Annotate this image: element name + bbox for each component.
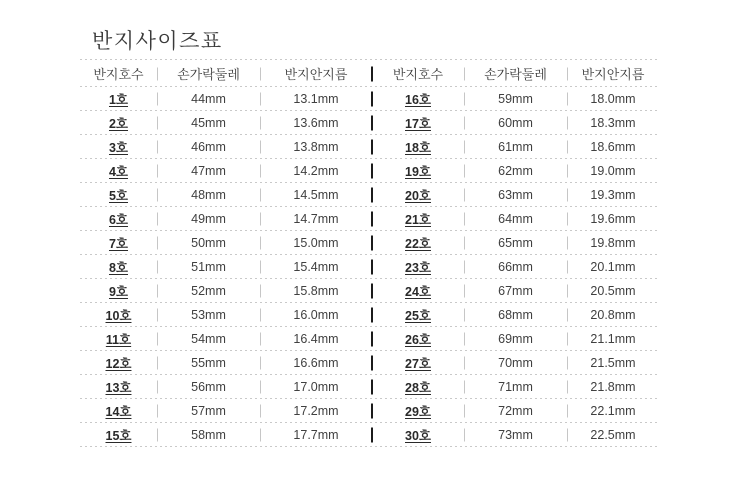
circumference-cell: 61mm — [464, 135, 567, 159]
diameter-cell: 19.8mm — [567, 231, 659, 255]
circumference-cell: 44mm — [157, 87, 260, 111]
circumference-cell: 53mm — [157, 303, 260, 327]
diameter-cell: 17.0mm — [260, 375, 372, 399]
circumference-cell: 51mm — [157, 255, 260, 279]
header-circumference-left: 손가락둘레 — [157, 60, 260, 87]
circumference-cell: 49mm — [157, 207, 260, 231]
table-row — [80, 303, 659, 327]
header-circumference-right: 손가락둘레 — [464, 60, 567, 87]
circumference-cell: 72mm — [464, 399, 567, 423]
circumference-cell: 48mm — [157, 183, 260, 207]
table-row — [80, 231, 659, 255]
diameter-cell: 15.8mm — [260, 279, 372, 303]
ring-size-cell: 16호 — [372, 87, 464, 111]
ring-size-cell: 2호 — [108, 117, 129, 131]
diameter-cell: 17.2mm — [260, 399, 372, 423]
ring-size-cell: 28호 — [372, 375, 464, 399]
table-row — [80, 399, 659, 423]
ring-size-cell: 18호 — [372, 135, 464, 159]
diameter-cell: 22.5mm — [567, 423, 659, 447]
ring-size-cell: 8호 — [108, 261, 129, 275]
ring-size-cell: 7호 — [108, 237, 129, 251]
diameter-cell: 19.6mm — [567, 207, 659, 231]
table-row — [80, 135, 659, 159]
circumference-cell: 67mm — [464, 279, 567, 303]
diameter-cell: 15.4mm — [260, 255, 372, 279]
ring-size-cell: 9호 — [108, 285, 129, 299]
header-ring-size-left: 반지호수 — [93, 67, 144, 82]
table-row — [80, 111, 659, 135]
ring-size-cell: 12호 — [105, 357, 132, 371]
page-title: 반지사이즈표 — [92, 29, 223, 53]
circumference-cell: 63mm — [464, 183, 567, 207]
diameter-cell: 20.5mm — [567, 279, 659, 303]
diameter-cell: 14.2mm — [260, 159, 372, 183]
diameter-cell: 16.0mm — [260, 303, 372, 327]
ring-size-table — [80, 59, 659, 447]
diameter-cell: 17.7mm — [260, 423, 372, 447]
ring-size-cell: 27호 — [372, 351, 464, 375]
diameter-cell: 20.8mm — [567, 303, 659, 327]
table-row — [80, 207, 659, 231]
header-diameter-left: 반지안지름 — [260, 60, 372, 87]
table-header-row — [80, 60, 659, 87]
ring-size-cell: 5호 — [108, 189, 129, 203]
circumference-cell: 56mm — [157, 375, 260, 399]
diameter-cell: 14.5mm — [260, 183, 372, 207]
circumference-cell: 71mm — [464, 375, 567, 399]
circumference-cell: 69mm — [464, 327, 567, 351]
diameter-cell: 21.8mm — [567, 375, 659, 399]
diameter-cell: 13.1mm — [260, 87, 372, 111]
table-row — [80, 327, 659, 351]
table-row — [80, 159, 659, 183]
table-body — [80, 87, 659, 447]
diameter-cell: 19.0mm — [567, 159, 659, 183]
diameter-cell: 13.8mm — [260, 135, 372, 159]
table-row — [80, 87, 659, 111]
ring-size-cell: 29호 — [372, 399, 464, 423]
circumference-cell: 64mm — [464, 207, 567, 231]
ring-size-cell: 11호 — [105, 333, 132, 347]
table-row — [80, 351, 659, 375]
diameter-cell: 21.5mm — [567, 351, 659, 375]
circumference-cell: 54mm — [157, 327, 260, 351]
circumference-cell: 73mm — [464, 423, 567, 447]
diameter-cell: 13.6mm — [260, 111, 372, 135]
circumference-cell: 52mm — [157, 279, 260, 303]
header-diameter-right: 반지안지름 — [567, 60, 659, 87]
ring-size-cell: 4호 — [108, 165, 129, 179]
table-row — [80, 183, 659, 207]
circumference-cell: 57mm — [157, 399, 260, 423]
ring-size-cell: 21호 — [372, 207, 464, 231]
circumference-cell: 66mm — [464, 255, 567, 279]
table-row — [80, 375, 659, 399]
table-row — [80, 255, 659, 279]
diameter-cell: 16.6mm — [260, 351, 372, 375]
circumference-cell: 58mm — [157, 423, 260, 447]
ring-size-cell: 6호 — [108, 213, 129, 227]
diameter-cell: 15.0mm — [260, 231, 372, 255]
ring-size-cell: 14호 — [105, 405, 132, 419]
diameter-cell: 18.3mm — [567, 111, 659, 135]
circumference-cell: 70mm — [464, 351, 567, 375]
circumference-cell: 46mm — [157, 135, 260, 159]
ring-size-cell: 20호 — [372, 183, 464, 207]
circumference-cell: 55mm — [157, 351, 260, 375]
header-ring-size-right: 반지호수 — [372, 60, 464, 87]
table-row — [80, 279, 659, 303]
ring-size-cell: 17호 — [372, 111, 464, 135]
ring-size-cell: 22호 — [372, 231, 464, 255]
circumference-cell: 65mm — [464, 231, 567, 255]
circumference-cell: 50mm — [157, 231, 260, 255]
diameter-cell: 16.4mm — [260, 327, 372, 351]
ring-size-cell: 1호 — [108, 93, 129, 107]
table-row — [80, 423, 659, 447]
circumference-cell: 47mm — [157, 159, 260, 183]
ring-size-cell: 3호 — [108, 141, 129, 155]
ring-size-cell: 15호 — [105, 429, 132, 443]
ring-size-cell: 24호 — [372, 279, 464, 303]
diameter-cell: 19.3mm — [567, 183, 659, 207]
ring-size-cell: 19호 — [372, 159, 464, 183]
ring-size-cell: 26호 — [372, 327, 464, 351]
ring-size-cell: 23호 — [372, 255, 464, 279]
diameter-cell: 14.7mm — [260, 207, 372, 231]
diameter-cell: 22.1mm — [567, 399, 659, 423]
ring-size-cell: 13호 — [105, 381, 132, 395]
diameter-cell: 18.6mm — [567, 135, 659, 159]
diameter-cell: 18.0mm — [567, 87, 659, 111]
circumference-cell: 45mm — [157, 111, 260, 135]
ring-size-cell: 25호 — [372, 303, 464, 327]
ring-size-cell: 10호 — [105, 309, 132, 323]
circumference-cell: 59mm — [464, 87, 567, 111]
circumference-cell: 68mm — [464, 303, 567, 327]
ring-size-cell: 30호 — [372, 423, 464, 447]
circumference-cell: 62mm — [464, 159, 567, 183]
diameter-cell: 20.1mm — [567, 255, 659, 279]
diameter-cell: 21.1mm — [567, 327, 659, 351]
circumference-cell: 60mm — [464, 111, 567, 135]
